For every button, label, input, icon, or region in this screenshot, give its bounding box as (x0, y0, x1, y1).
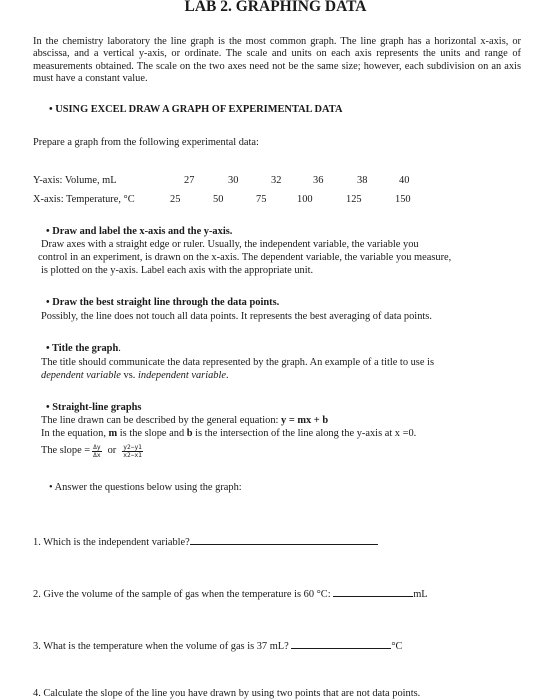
y-value: 38 (357, 175, 368, 186)
y-axis-row (0, 175, 551, 188)
intro-paragraph: In the chemistry laboratory the line graph is the most common graph. The line graph has a horizontal x-axis, or abscissa, and a vertical y-axis, or ordinate. The scale and units on each axis represents the units and range of measurements obtained. The scale on the two axes need not be the same size; however, each subdivision on an axis must have a constant value. (33, 36, 521, 85)
straight-line-heading: • Straight-line graphs (46, 402, 142, 413)
title-graph-heading: • Title the graph. (46, 343, 121, 354)
draw-axes-line: Draw axes with a straight edge or ruler. Usually, the independent variable, the variable you (41, 239, 419, 250)
equation-line: The line drawn can be described by the general equation: y = mx + b (41, 415, 329, 426)
y-value: 36 (313, 175, 324, 186)
draw-axes-line: is plotted on the y-axis. Label each axis with the appropriate unit. (41, 265, 314, 276)
equation: y = mx + b (281, 415, 329, 426)
x-value: 75 (256, 194, 267, 205)
slope-fraction-delta: $\frac{\Delta y}{\Delta x}$ (93, 443, 101, 459)
question-3: 3. What is the temperature when the volume of gas is 37 mL? °C (33, 638, 402, 653)
x-value: 100 (297, 194, 313, 205)
draw-axes-line: control in an experiment, is drawn on the x-axis. The dependent variable, the variable you measure, (38, 252, 452, 263)
y-value: 30 (228, 175, 239, 186)
answer-heading: • Answer the questions below using the graph: (49, 482, 242, 493)
x-axis-label: X-axis: Temperature, °C (33, 194, 135, 205)
excel-heading: • USING EXCEL DRAW A GRAPH OF EXPERIMENTAL DATA (49, 104, 343, 115)
y-value: 32 (271, 175, 282, 186)
y-value: 40 (399, 175, 410, 186)
x-value: 150 (395, 194, 411, 205)
y-axis-label: Y-axis: Volume, mL (33, 175, 117, 186)
equation-explanation: In the equation, m is the slope and b is the intersection of the line along the y-axis at x =0. (41, 428, 417, 439)
answer-blank[interactable] (190, 534, 378, 545)
draw-axes-heading: • Draw and label the x-axis and the y-axis. (46, 226, 233, 237)
best-line-text: Possibly, the line does not touch all data points. It represents the best averaging of data points. (41, 311, 432, 322)
question-4: 4. Calculate the slope of the line you have drawn by using two points that are not data points. (33, 688, 421, 699)
answer-blank[interactable] (291, 638, 391, 649)
y-value: 27 (184, 175, 195, 186)
page-title: LAB 2. GRAPHING DATA (184, 0, 367, 15)
question-1: 1. Which is the independent variable? (33, 534, 378, 549)
x-value: 125 (346, 194, 362, 205)
title-graph-line: The title should communicate the data represented by the graph. An example of a title to use is (41, 357, 434, 368)
prepare-text: Prepare a graph from the following experimental data: (33, 137, 259, 148)
slope-fraction-points: $\frac{y2-y1}{x2-x1}$ (123, 443, 142, 459)
x-value: 50 (213, 194, 224, 205)
question-2: 2. Give the volume of the sample of gas when the temperature is 60 °C: mL (33, 586, 428, 601)
title-graph-example: dependent variable vs. independent variable. (41, 370, 229, 381)
x-axis-row (0, 194, 551, 207)
x-value: 25 (170, 194, 181, 205)
slope-formula: The slope = $\frac{\Delta y}{\Delta x}$ or $\frac{y2-y1}{x2-x1}$ (41, 443, 142, 459)
answer-blank[interactable] (333, 586, 413, 597)
best-line-heading: • Draw the best straight line through the data points. (46, 297, 280, 308)
